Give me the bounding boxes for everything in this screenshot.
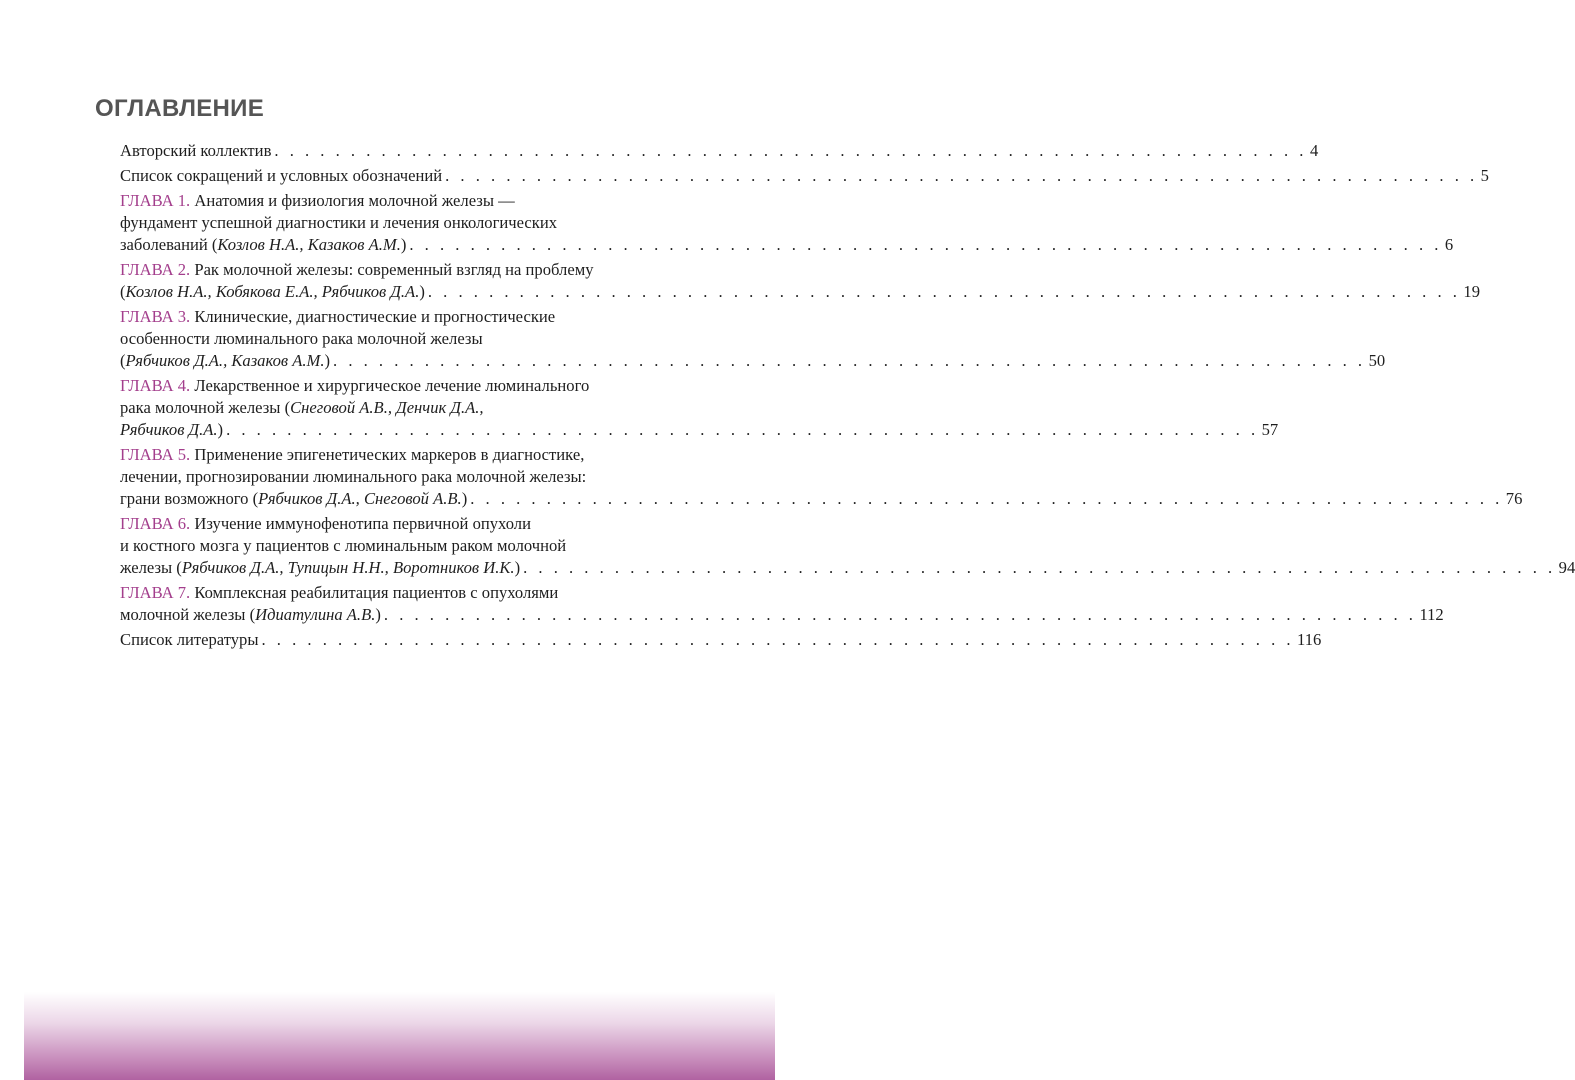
chapter-title-line xyxy=(120,513,671,535)
toc-entry-chapter-5[interactable] xyxy=(120,444,1523,510)
chapter-authors: Рябчиков Д.А., Казаков А.М. xyxy=(125,351,325,370)
toc-entry-text: Список сокращений и условных обозначений xyxy=(120,166,443,185)
page-number: 19 xyxy=(1463,282,1481,301)
chapter-authors: Идиатулина А.В. xyxy=(255,605,376,624)
page-number: 112 xyxy=(1419,605,1444,624)
chapter-label: ГЛАВА 2. xyxy=(120,260,191,279)
dot-leader: . . . . . . . . . . . . . . . . . . . . . . . . . . . . . . . . . . . . . . . . . . . . . . . . . . . . . . . . . . . . . . . . . . . . xyxy=(383,605,1417,624)
chapter-label: ГЛАВА 1. xyxy=(120,191,191,210)
text-fragment: ) xyxy=(324,351,331,370)
chapter-title-text: Комплексная реабилитация пациентов с опухолями xyxy=(190,583,559,602)
toc-entry-text: Список литературы xyxy=(120,630,259,649)
toc-entry-chapter-2[interactable] xyxy=(120,259,1481,303)
page-number: 50 xyxy=(1368,351,1386,370)
toc-entry-abbreviations[interactable] xyxy=(120,165,1489,187)
chapter-title-text: Рак молочной железы: современный взгляд на проблему xyxy=(190,260,594,279)
dot-leader: . . . . . . . . . . . . . . . . . . . . . . . . . . . . . . . . . . . . . . . . . . . . . . . . . . . . . . . . . . . . . . . . . . . . xyxy=(470,489,1503,508)
chapter-label: ГЛАВА 6. xyxy=(120,514,191,533)
chapter-authors-line xyxy=(120,419,223,441)
toc-entry-authors[interactable] xyxy=(120,140,1319,162)
dot-leader: . . . . . . . . . . . . . . . . . . . . . . . . . . . . . . . . . . . . . . . . . . . . . . . . . . . . . . . . . . . . . . . . . . . . xyxy=(409,235,1442,254)
chapter-title-line xyxy=(120,375,671,397)
chapter-label: ГЛАВА 5. xyxy=(120,445,191,464)
chapter-title-line xyxy=(120,259,671,281)
decorative-gradient-band xyxy=(24,992,775,1080)
chapter-authors: Рябчиков Д.А., Тупицын Н.Н., Воротников И.К. xyxy=(181,558,515,577)
chapter-authors-line xyxy=(120,488,467,510)
table-of-contents xyxy=(120,140,1575,654)
page-number: 76 xyxy=(1505,489,1523,508)
text-fragment: грани возможного ( xyxy=(120,489,259,508)
chapter-title-text: Клинические, диагностические и прогностические xyxy=(190,307,556,326)
dot-leader: . . . . . . . . . . . . . . . . . . . . . . . . . . . . . . . . . . . . . . . . . . . . . . . . . . . . . . . . . . . . . . . . . . . . xyxy=(445,166,1478,185)
text-fragment: рака молочной железы ( xyxy=(120,398,291,417)
dot-leader: . . . . . . . . . . . . . . . . . . . . . . . . . . . . . . . . . . . . . . . . . . . . . . . . . . . . . . . . . . . . . . . . . . . . xyxy=(523,558,1556,577)
chapter-title-line xyxy=(120,582,671,604)
text-fragment: ) xyxy=(461,489,468,508)
chapter-authors-line xyxy=(120,350,330,372)
toc-entry-chapter-6[interactable] xyxy=(120,513,1575,579)
text-fragment: ( xyxy=(120,282,126,301)
toc-entry-references[interactable] xyxy=(120,629,1322,651)
text-fragment: железы ( xyxy=(120,558,182,577)
chapter-title-line xyxy=(120,190,671,212)
chapter-authors: Рябчиков Д.А., Снеговой А.В. xyxy=(258,489,462,508)
text-fragment: ( xyxy=(120,351,126,370)
toc-entry-chapter-7[interactable] xyxy=(120,582,1444,626)
chapter-title-text: Анатомия и физиология молочной железы — xyxy=(190,191,515,210)
dot-leader: . . . . . . . . . . . . . . . . . . . . . . . . . . . . . . . . . . . . . . . . . . . . . . . . . . . . . . . . . . . . . . . . . . . . xyxy=(427,282,1461,301)
chapter-title-line: фундамент успешной диагностики и лечения онкологических xyxy=(120,213,558,232)
page-number: 4 xyxy=(1309,141,1319,160)
chapter-authors: Рябчиков Д.А. xyxy=(120,420,218,439)
chapter-authors: Козлов Н.А., Казаков А.М. xyxy=(217,235,401,254)
toc-entry-chapter-3[interactable] xyxy=(120,306,1386,372)
dot-leader: . . . . . . . . . . . . . . . . . . . . . . . . . . . . . . . . . . . . . . . . . . . . . . . . . . . . . . . . . . . . . . . . . . . . xyxy=(274,141,1307,160)
text-fragment: молочной железы ( xyxy=(120,605,256,624)
toc-entry-text: Авторский коллектив xyxy=(120,141,272,160)
text-fragment: ) xyxy=(514,558,521,577)
chapter-label: ГЛАВА 4. xyxy=(120,376,191,395)
page-number: 57 xyxy=(1261,420,1279,439)
chapter-authors-line xyxy=(120,234,406,256)
page-title: ОГЛАВЛЕНИЕ xyxy=(95,95,265,122)
text-fragment: заболеваний ( xyxy=(120,235,218,254)
chapter-title-line xyxy=(120,444,671,466)
dot-leader: . . . . . . . . . . . . . . . . . . . . . . . . . . . . . . . . . . . . . . . . . . . . . . . . . . . . . . . . . . . . . . . . . . . . xyxy=(226,420,1259,439)
chapter-title-line xyxy=(120,306,671,328)
chapter-authors-line xyxy=(120,557,520,579)
chapter-title-line: особенности люминального рака молочной железы xyxy=(120,329,483,348)
chapter-authors-line xyxy=(120,604,381,626)
chapter-title-text: Применение эпигенетических маркеров в диагностике, xyxy=(190,445,585,464)
page-number: 5 xyxy=(1480,166,1489,185)
chapter-title-line xyxy=(120,397,671,419)
text-fragment: ) xyxy=(375,605,381,624)
dot-leader: . . . . . . . . . . . . . . . . . . . . . . . . . . . . . . . . . . . . . . . . . . . . . . . . . . . . . . . . . . . . . . . . . . . . xyxy=(261,630,1295,649)
toc-entry-chapter-4[interactable] xyxy=(120,375,1279,441)
chapter-label: ГЛАВА 7. xyxy=(120,583,191,602)
dot-leader: . . . . . . . . . . . . . . . . . . . . . . . . . . . . . . . . . . . . . . . . . . . . . . . . . . . . . . . . . . . . . . . . . . . . xyxy=(333,351,1366,370)
chapter-title-text: Изучение иммунофенотипа первичной опухоли xyxy=(190,514,531,533)
chapter-authors-line xyxy=(120,281,425,303)
text-fragment: ) xyxy=(400,235,407,254)
chapter-title-line: и костного мозга у пациентов с люминальным раком молочной xyxy=(120,536,567,555)
chapter-authors: Снеговой А.В., Денчик Д.А., xyxy=(290,398,484,417)
page-number: 94 xyxy=(1558,558,1575,577)
chapter-authors: Козлов Н.А., Кобякова Е.А., Рябчиков Д.А. xyxy=(125,282,420,301)
page-number: 6 xyxy=(1444,235,1454,254)
chapter-title-line: лечении, прогнозировании люминального рака молочной железы: xyxy=(120,467,587,486)
chapter-title-text: Лекарственное и хирургическое лечение люминального xyxy=(190,376,590,395)
chapter-label: ГЛАВА 3. xyxy=(120,307,191,326)
page-number: 116 xyxy=(1297,630,1322,649)
toc-entry-chapter-1[interactable] xyxy=(120,190,1454,256)
text-fragment: ) xyxy=(419,282,425,301)
text-fragment: ) xyxy=(217,420,224,439)
